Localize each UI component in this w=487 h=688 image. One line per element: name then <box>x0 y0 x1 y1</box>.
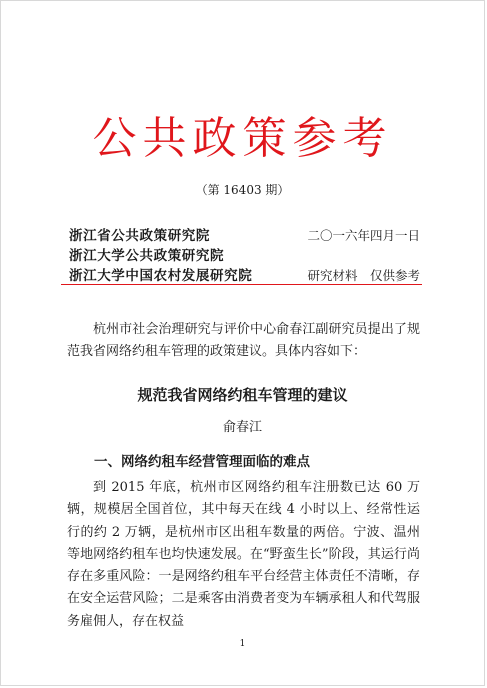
header-row-2 <box>69 246 420 266</box>
org-name: 浙江大学中国农村发展研究院 <box>69 268 253 284</box>
section-heading: 一、网络约租车经营管理面临的难点 <box>94 454 310 470</box>
page-number: 1 <box>239 639 246 649</box>
masthead-title: 公共政策参考 <box>92 113 393 164</box>
distribution-note: 研究材料 仅供参考 <box>307 268 420 283</box>
header-row-1 <box>69 226 420 246</box>
intro-paragraph: 杭州市社会治理研究与评价中心俞春江副研究员提出了规范我省网络约租车管理的政策建议。具体内容如下： <box>67 322 420 360</box>
publish-date: 二〇一六年四月一日 <box>307 228 420 243</box>
org-name: 浙江省公共政策研究院 <box>69 228 210 244</box>
author-name: 俞春江 <box>222 420 262 435</box>
issue-number: （第 16403 期） <box>195 183 290 197</box>
header-divider <box>61 284 422 285</box>
org-name: 浙江大学公共政策研究院 <box>69 248 225 264</box>
document-title: 规范我省网络约租车管理的建议 <box>137 386 348 404</box>
body-paragraph: 到 2015 年底，杭州市区网络约租车注册数已达 60 万辆，规模居全国首位，其中每天在线 4 小时以上、经常性运行的约 2 万辆，是杭州市区出租车数量的两倍。宁波、温州等地网络约租车也均快速发展。在“野蛮生长”阶段，其运行尚存在多重风险：一是网络约租车平台经营主体责任不清晰，存在安全运营风险；二是乘客由消费者变为车辆承租人和代驾服务雇佣人，存在权益 <box>67 480 420 629</box>
header-row-3 <box>69 266 420 286</box>
